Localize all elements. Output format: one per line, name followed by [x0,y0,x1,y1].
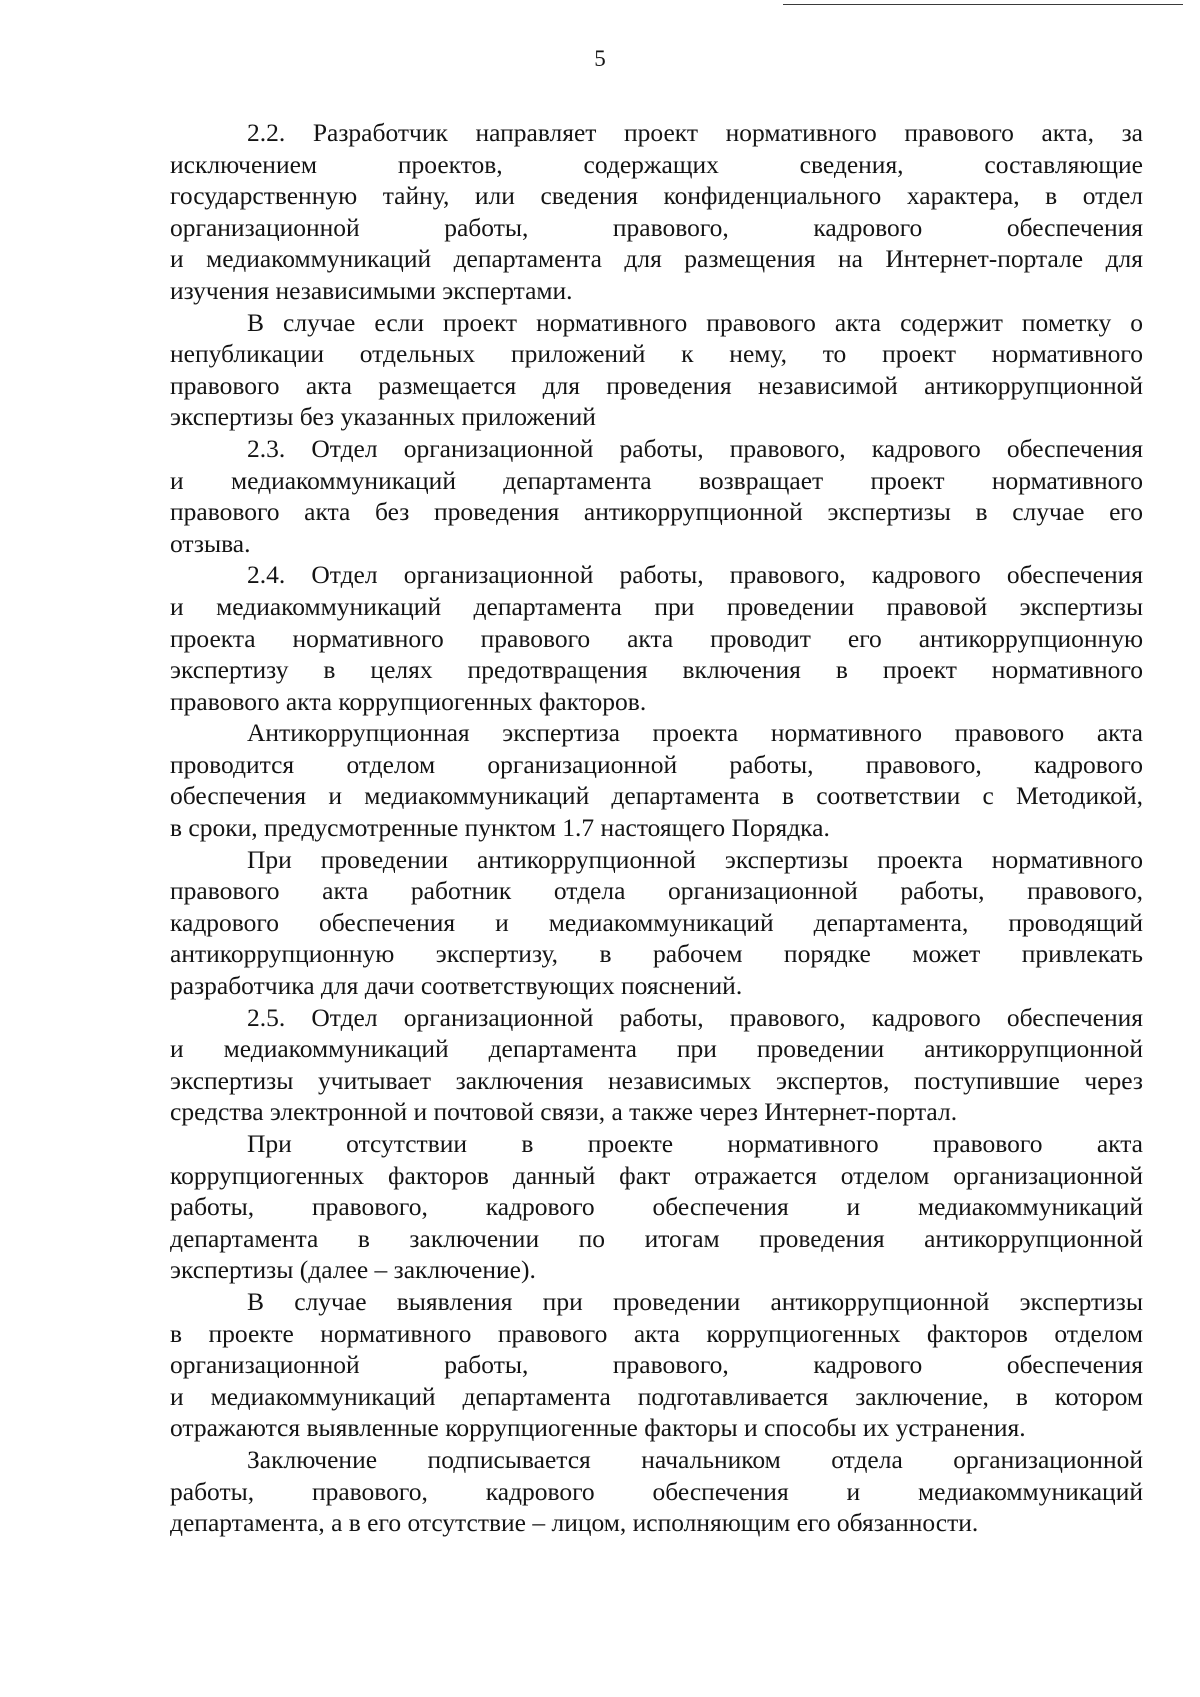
text-line: департамента, а в его отсутствие – лицом, исполняющим его обязанности. [170,1508,979,1538]
text-line: проводится отделом организационной работы, правового, кадрового [170,749,1143,779]
text-line: отзыва. [170,528,251,558]
text-line: организационной работы, правового, кадрового обеспечения [170,212,1143,242]
text-line: Антикоррупционная экспертиза проекта нормативного правового акта [247,718,1143,748]
text-line: департамента в заключении по итогам проведения антикоррупционной [170,1223,1143,1253]
text-line: правового акта размещается для проведения независимой антикоррупционной [170,370,1143,400]
text-line: работы, правового, кадрового обеспечения и медиакоммуникаций [170,1192,1143,1222]
text-line: кадрового обеспечения и медиакоммуникаций департамента, проводящий [170,907,1143,937]
text-line: разработчика для дачи соответствующих пояснений. [170,971,743,1001]
text-line: коррупциогенных факторов данный факт отражается отделом организационной [170,1160,1143,1190]
text-line: исключением проектов, содержащих сведения, составляющие [170,149,1143,179]
text-line: и медиакоммуникаций департамента для размещения на Интернет-портале для [170,244,1143,274]
text-line: В случае выявления при проведении антикоррупционной экспертизы [247,1286,1143,1316]
text-line: и медиакоммуникаций департамента подготавливается заключение, в котором [170,1381,1143,1411]
paragraph-conclusion-signing [170,1444,1143,1539]
top-rule [783,4,1183,5]
text-line: и медиакоммуникаций департамента возвращает проект нормативного [170,465,1143,495]
text-line: изучения независимыми экспертами. [170,275,573,305]
text-line: правового акта работник отдела организационной работы, правового, [170,876,1143,906]
text-line: и медиакоммуникаций департамента при проведении антикоррупционной [170,1034,1143,1064]
paragraph-2-5 [170,1002,1143,1128]
text-line: 2.5. Отдел организационной работы, правового, кадрового обеспечения [247,1002,1143,1032]
text-line: правового акта коррупциогенных факторов. [170,686,647,716]
text-line: в сроки, предусмотренные пунктом 1.7 настоящего Порядка. [170,813,830,843]
text-line: государственную тайну, или сведения конфиденциального характера, в отдел [170,181,1143,211]
paragraph-unpublished-appendices [170,307,1143,433]
text-line: организационной работы, правового, кадрового обеспечения [170,1350,1143,1380]
document-body [170,117,1143,1539]
text-line: и медиакоммуникаций департамента при проведении правовой экспертизы [170,591,1143,621]
text-line: экспертизы (далее – заключение). [170,1255,536,1285]
text-line: обеспечения и медиакоммуникаций департамента в соответствии с Методикой, [170,781,1143,811]
text-line: При проведении антикоррупционной экспертизы проекта нормативного [247,844,1143,874]
text-line: работы, правового, кадрового обеспечения и медиакоммуникаций [170,1476,1143,1506]
text-line: экспертизу в целях предотвращения включения в проект нормативного [170,655,1143,685]
text-line: средства электронной и почтовой связи, а также через Интернет-портал. [170,1097,958,1127]
paragraph-expertise-procedure [170,717,1143,843]
text-line: в проекте нормативного правового акта коррупциогенных факторов отделом [170,1318,1143,1348]
page-number: 5 [594,46,606,71]
text-line: экспертизы без указанных приложений [170,402,596,432]
paragraph-no-factors [170,1128,1143,1286]
paragraph-2-3 [170,433,1143,559]
paragraph-2-4 [170,559,1143,717]
text-line: 2.3. Отдел организационной работы, правового, кадрового обеспечения [247,433,1143,463]
text-line: Заключение подписывается начальником отдела организационной [247,1444,1143,1474]
text-line: проекта нормативного правового акта проводит его антикоррупционную [170,623,1143,653]
text-line: В случае если проект нормативного правового акта содержит пометку о [247,307,1143,337]
paragraph-2-2 [170,117,1143,307]
text-line: 2.4. Отдел организационной работы, правового, кадрового обеспечения [247,560,1143,590]
paragraph-factors-found [170,1286,1143,1444]
text-line: экспертизы учитывает заключения независимых экспертов, поступившие через [170,1065,1143,1095]
text-line: правового акта без проведения антикоррупционной экспертизы в случае его [170,497,1143,527]
text-line: непубликации отдельных приложений к нему, то проект нормативного [170,339,1143,369]
text-line: антикоррупционную экспертизу, в рабочем порядке может привлекать [170,939,1143,969]
paragraph-developer-explanations [170,844,1143,1002]
text-line: отражаются выявленные коррупциогенные факторы и способы их устранения. [170,1413,1026,1443]
text-line: При отсутствии в проекте нормативного правового акта [247,1129,1143,1158]
text-line: 2.2. Разработчик направляет проект нормативного правового акта, за [247,118,1143,147]
